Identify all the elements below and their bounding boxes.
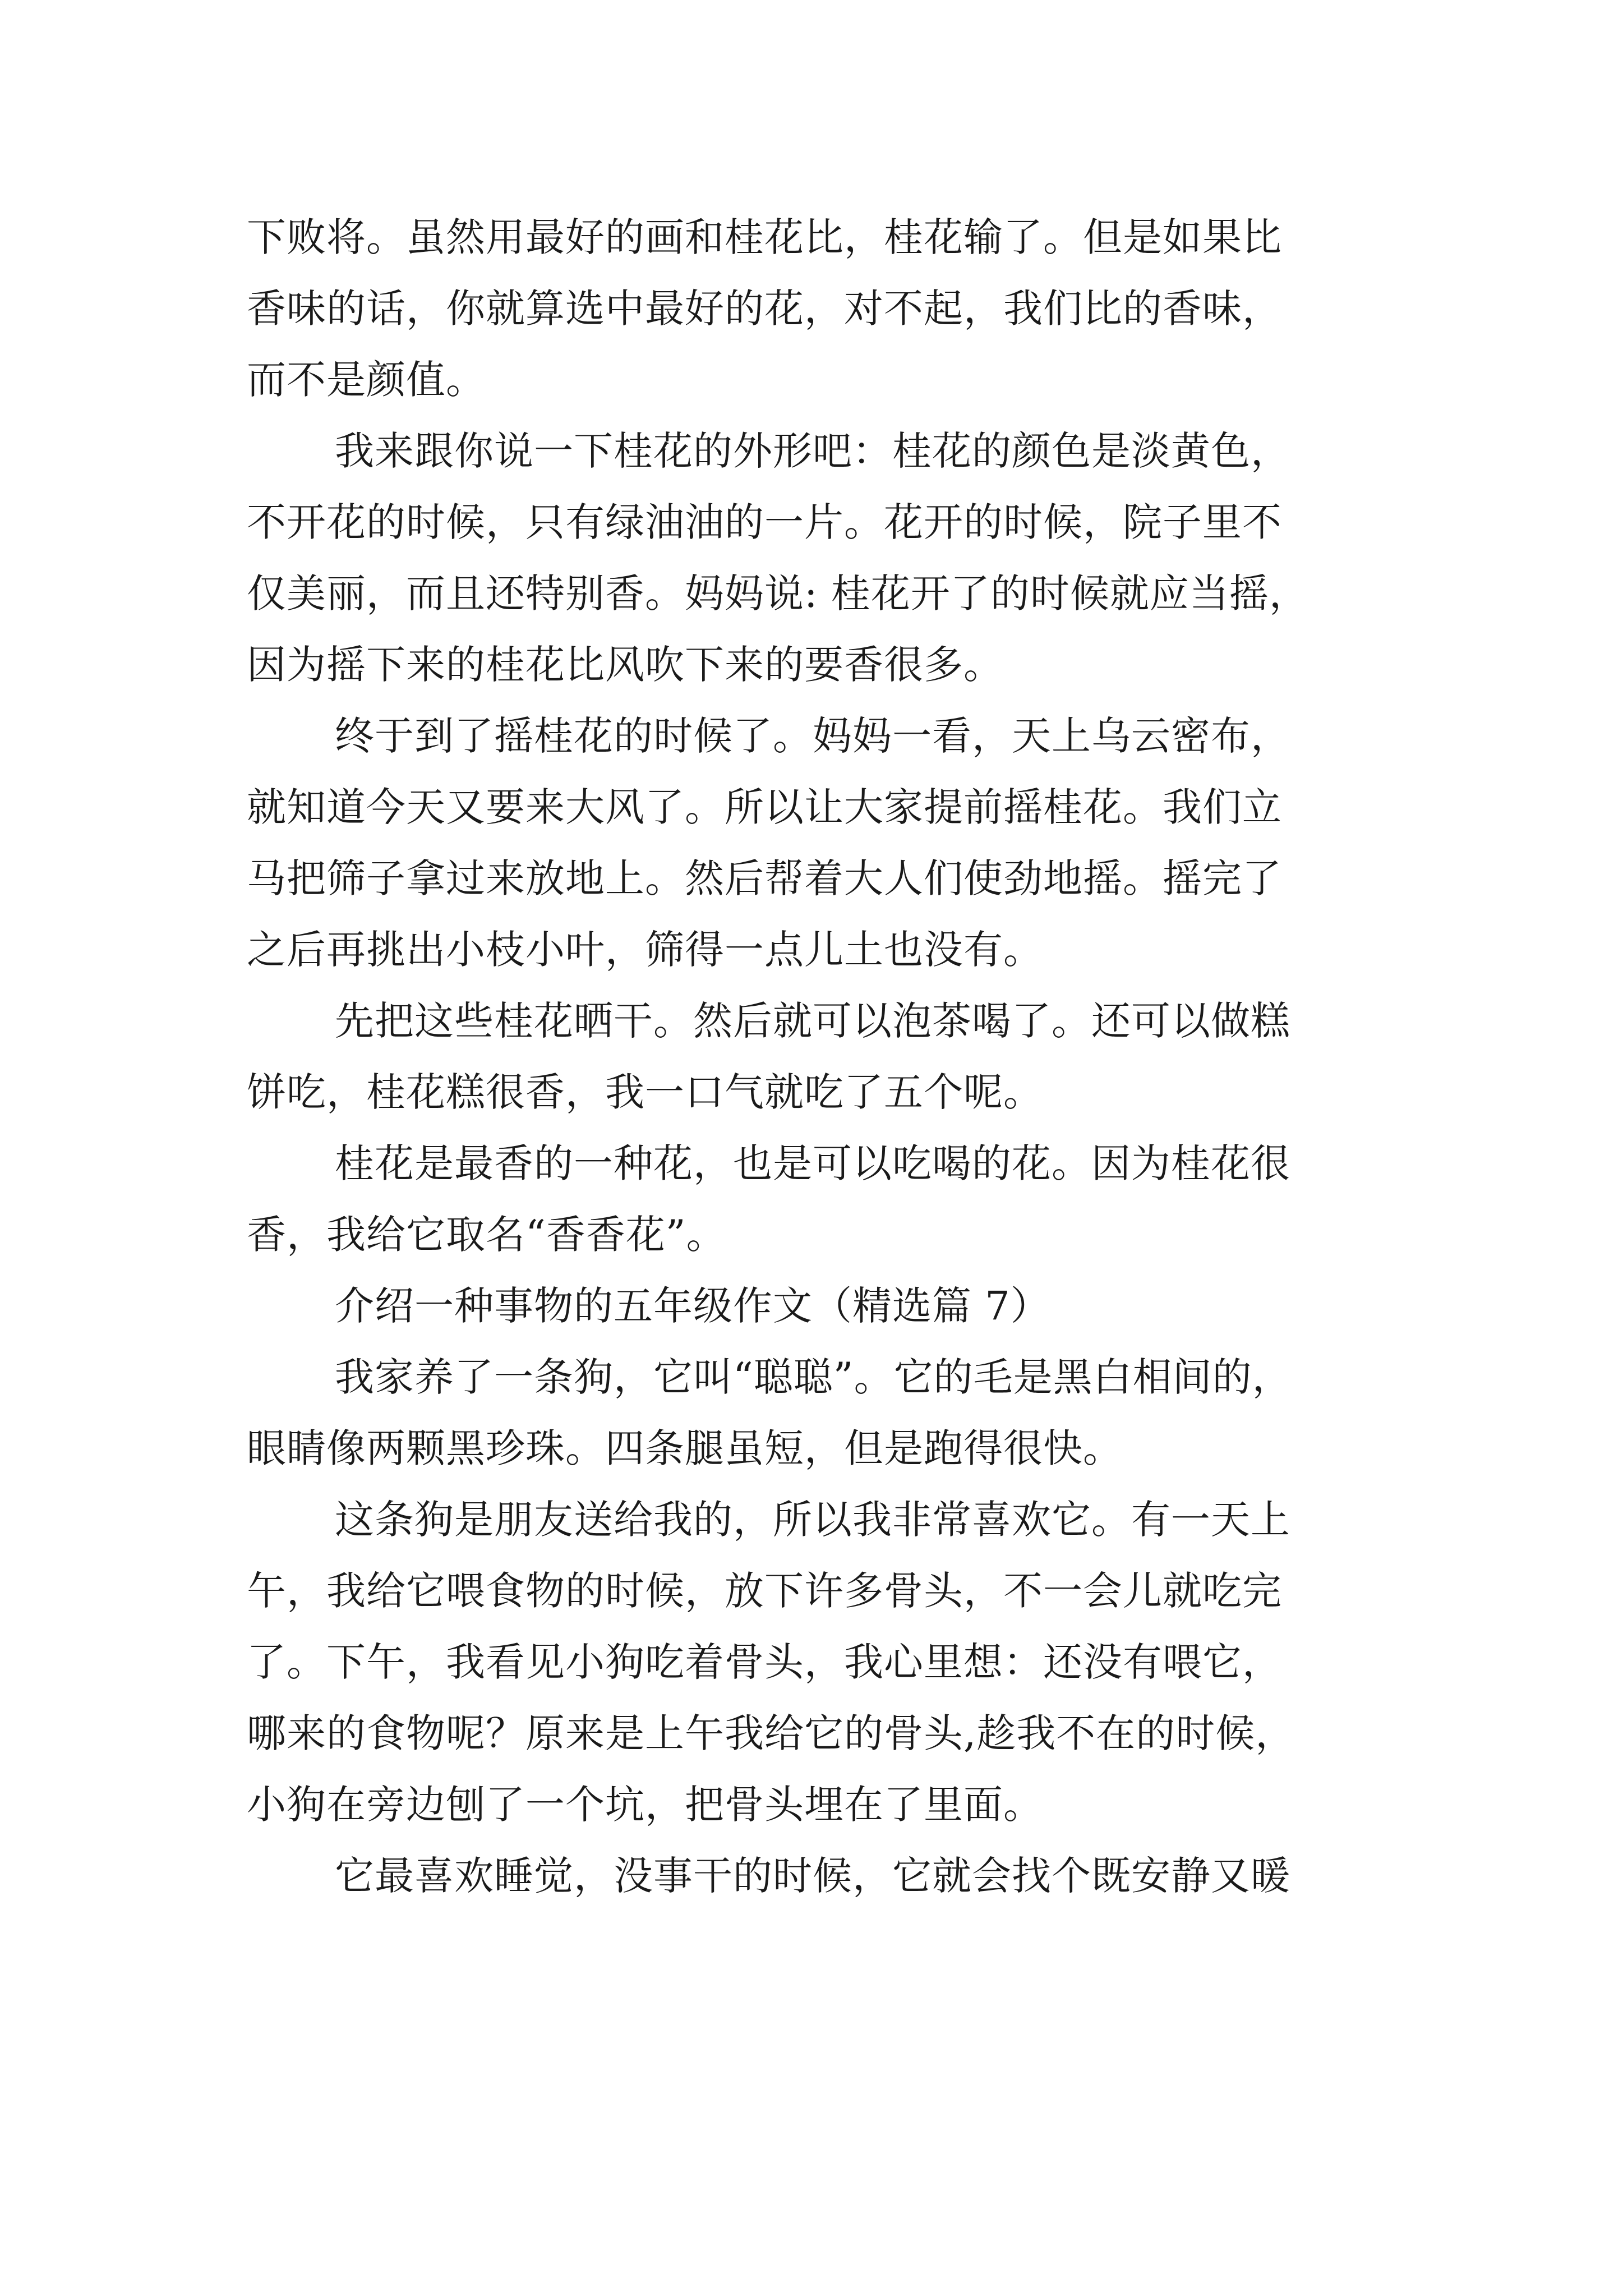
text-line: 之后再挑出小枝小叶，筛得一点儿土也没有。 [247, 927, 1043, 973]
text-line: 马把筛子拿过来放地上。然后帮着大人们使劲地摇。摇完了 [247, 855, 1282, 901]
text-line: 了。下午，我看见小狗吃着骨头，我心里想：还没有喂它， [247, 1639, 1282, 1685]
text-line: 小狗在旁边刨了一个坑，把骨头埋在了里面。 [247, 1782, 1043, 1828]
text-line: 香味的话，你就算选中最好的花，对不起，我们比的香味， [247, 286, 1282, 332]
text-line: 就知道今天又要来大风了。所以让大家提前摇桂花。我们立 [247, 784, 1282, 830]
text-line: 香，我给它取名“香香花”。 [247, 1212, 726, 1258]
paragraph-first-line: 我家养了一条狗，它叫“聪聪”。它的毛是黑白相间的， [335, 1354, 1292, 1400]
section-heading: 介绍一种事物的五年级作文（精选篇 7） [335, 1283, 1050, 1329]
text-line: 因为摇下来的桂花比风吹下来的要香很多。 [247, 642, 1003, 688]
paragraph-first-line: 它最喜欢睡觉，没事干的时候，它就会找个既安静又暖 [335, 1853, 1290, 1899]
paragraph-first-line: 我来跟你说一下桂花的外形吧：桂花的颜色是淡黄色， [335, 428, 1290, 474]
text-line: 仅美丽，而且还特别香。妈妈说: 桂花开了的时候就应当摇， [247, 570, 1309, 616]
text-line: 下败将。虽然用最好的画和桂花比，桂花输了。但是如果比 [247, 214, 1282, 260]
text-line: 而不是颜值。 [247, 357, 486, 403]
paragraph-first-line: 这条狗是朋友送给我的，所以我非常喜欢它。有一天上 [335, 1497, 1290, 1543]
paragraph-first-line: 先把这些桂花晒干。然后就可以泡茶喝了。还可以做糕 [335, 998, 1290, 1044]
paragraph-first-line: 终于到了摇桂花的时候了。妈妈一看，天上乌云密布， [335, 713, 1290, 759]
text-line: 午，我给它喂食物的时候，放下许多骨头，不一会儿就吃完 [247, 1568, 1282, 1614]
document-body [247, 202, 1391, 1912]
text-line: 眼睛像两颗黑珍珠。四条腿虽短，但是跑得很快。 [247, 1425, 1123, 1471]
paragraph-first-line: 桂花是最香的一种花，也是可以吃喝的花。因为桂花很 [335, 1140, 1290, 1186]
text-line: 不开花的时候，只有绿油油的一片。花开的时候，院子里不 [247, 499, 1282, 545]
text-line: 哪来的食物呢？原来是上午我给它的骨头,趁我不在的时候， [247, 1710, 1295, 1756]
text-line: 饼吃，桂花糕很香，我一口气就吃了五个呢。 [247, 1069, 1043, 1115]
